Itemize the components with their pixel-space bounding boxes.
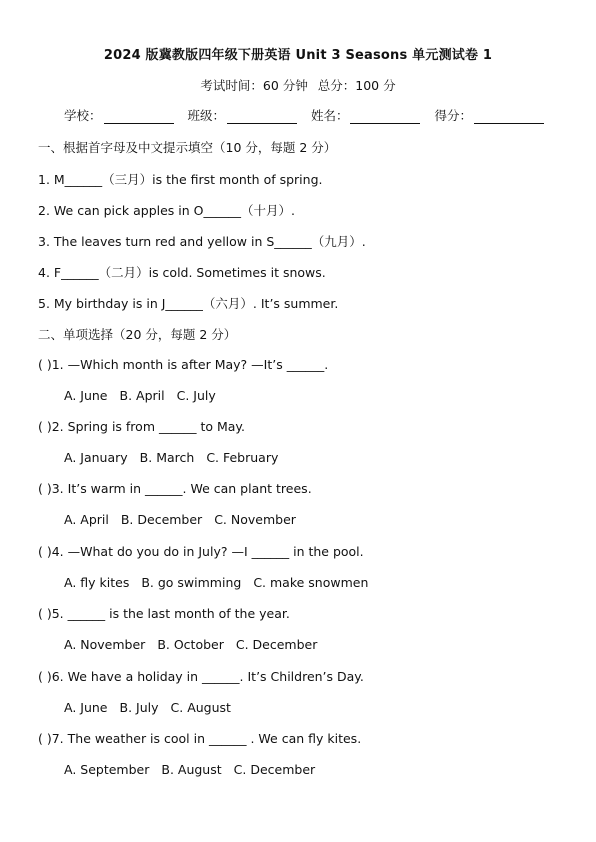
name-blank[interactable] bbox=[350, 111, 420, 124]
answer-paren[interactable]: ( ) bbox=[38, 669, 52, 684]
exam-score: 总分：100 分 bbox=[317, 78, 396, 93]
question-5 bbox=[38, 606, 290, 621]
answer-paren[interactable]: ( ) bbox=[38, 357, 52, 372]
option-c[interactable]: C. make snowmen bbox=[253, 575, 369, 590]
grade-blank[interactable] bbox=[474, 111, 544, 124]
option-c[interactable]: C. July bbox=[176, 388, 216, 403]
option-b[interactable]: B. December bbox=[120, 512, 203, 527]
question-7 bbox=[38, 731, 361, 746]
question-text: 3. It’s warm in ______. We can plant trees. bbox=[51, 481, 312, 496]
school-blank[interactable] bbox=[104, 111, 174, 124]
options-6 bbox=[64, 700, 243, 715]
student-info bbox=[64, 106, 544, 124]
option-b[interactable]: B. go swimming bbox=[141, 575, 242, 590]
option-b[interactable]: B. April bbox=[119, 388, 165, 403]
option-a[interactable]: A. January bbox=[64, 450, 128, 465]
section1-heading: 一、根据首字母及中文提示填空（10 分，每题 2 分） bbox=[38, 140, 337, 155]
option-b[interactable]: B. October bbox=[157, 637, 224, 652]
option-a[interactable]: A. April bbox=[64, 512, 109, 527]
options-3 bbox=[64, 512, 308, 527]
question-text: 1. —Which month is after May? —It’s ______. bbox=[51, 357, 329, 372]
option-a[interactable]: A. fly kites bbox=[64, 575, 130, 590]
question-text: 2. Spring is from ______ to May. bbox=[51, 419, 245, 434]
options-7 bbox=[64, 762, 327, 777]
answer-paren[interactable]: ( ) bbox=[38, 606, 52, 621]
option-a[interactable]: A. June bbox=[64, 388, 108, 403]
school-label: 学校： bbox=[64, 108, 102, 123]
option-b[interactable]: B. July bbox=[119, 700, 159, 715]
option-a[interactable]: A. June bbox=[64, 700, 108, 715]
option-c[interactable]: C. December bbox=[235, 637, 318, 652]
answer-paren[interactable]: ( ) bbox=[38, 544, 52, 559]
option-b[interactable]: B. August bbox=[161, 762, 222, 777]
question-3 bbox=[38, 481, 312, 496]
option-c[interactable]: C. August bbox=[170, 700, 231, 715]
name-label: 姓名： bbox=[310, 108, 349, 123]
option-c[interactable]: C. November bbox=[214, 512, 296, 527]
fill-item-4: 4. F______（二月）is cold. Sometimes it snows. bbox=[38, 265, 326, 280]
question-6 bbox=[38, 669, 364, 684]
question-text: 5. ______ is the last month of the year. bbox=[51, 606, 290, 621]
option-a[interactable]: A. November bbox=[64, 637, 146, 652]
options-2 bbox=[64, 450, 290, 465]
fill-item-1: 1. M______（三月）is the first month of spring. bbox=[38, 172, 323, 187]
name-field[interactable] bbox=[311, 106, 421, 124]
question-4 bbox=[38, 544, 364, 559]
question-1 bbox=[38, 357, 328, 372]
question-text: 4. —What do you do in July? —I ______ in the pool. bbox=[51, 544, 364, 559]
school-field[interactable] bbox=[64, 106, 174, 124]
option-c[interactable]: C. December bbox=[233, 762, 316, 777]
option-b[interactable]: B. March bbox=[139, 450, 195, 465]
answer-paren[interactable]: ( ) bbox=[38, 481, 52, 496]
fill-item-2: 2. We can pick apples in O______（十月）. bbox=[38, 203, 295, 218]
class-label: 班级： bbox=[187, 108, 225, 123]
options-5 bbox=[64, 637, 329, 652]
class-blank[interactable] bbox=[227, 111, 297, 124]
question-text: 7. The weather is cool in ______ . We can fly kites. bbox=[51, 731, 362, 746]
exam-time: 考试时间：60 分钟 bbox=[200, 78, 308, 93]
fill-item-5: 5. My birthday is in J______（六月）. It’s summer. bbox=[38, 296, 339, 311]
exam-meta bbox=[0, 76, 596, 94]
section2-heading: 二、单项选择（20 分，每题 2 分） bbox=[38, 327, 237, 342]
class-field[interactable] bbox=[187, 106, 297, 124]
answer-paren[interactable]: ( ) bbox=[38, 731, 52, 746]
question-2 bbox=[38, 419, 245, 434]
options-4 bbox=[64, 575, 380, 590]
option-c[interactable]: C. February bbox=[206, 450, 279, 465]
option-a[interactable]: A. September bbox=[64, 762, 150, 777]
options-1 bbox=[64, 388, 228, 403]
grade-field[interactable] bbox=[434, 106, 544, 124]
fill-item-3: 3. The leaves turn red and yellow in S______（九月）. bbox=[38, 234, 366, 249]
page-title: 2024 版冀教版四年级下册英语 Unit 3 Seasons 单元测试卷 1 bbox=[103, 48, 493, 63]
grade-label: 得分： bbox=[434, 108, 472, 123]
answer-paren[interactable]: ( ) bbox=[38, 419, 52, 434]
question-text: 6. We have a holiday in ______. It’s Children’s Day. bbox=[51, 669, 364, 684]
